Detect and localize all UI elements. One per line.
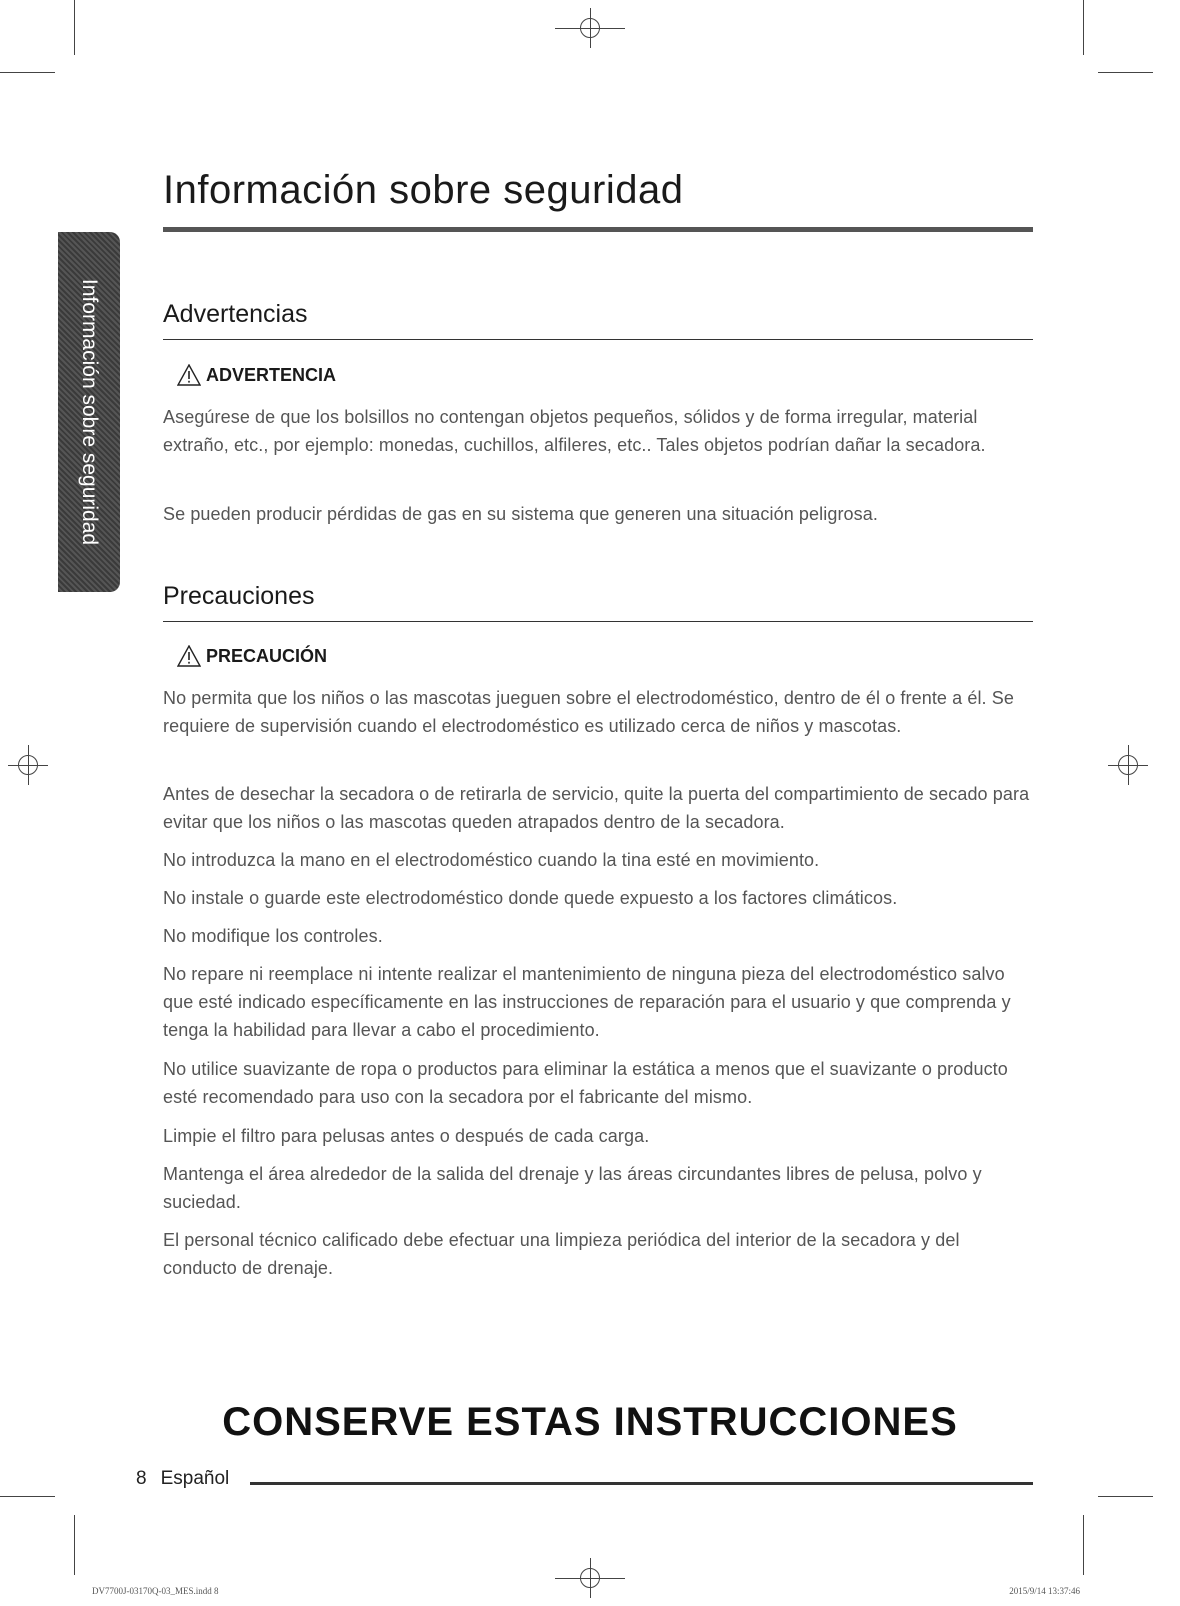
paragraph: No utilice suavizante de ropa o productos para eliminar la estática a menos que el suavizante o producto esté recomendado para uso con la secadora por el fabricante del mismo. bbox=[163, 1059, 1008, 1107]
paragraph: No repare ni reemplace ni intente realizar el mantenimiento de ninguna pieza del electrodoméstico salvo que esté indicado específicamente en las instrucciones de reparación para el usuario y que comprenda y tenga la habilidad para llevar a cabo el procedimiento. bbox=[163, 964, 1011, 1040]
warning-label bbox=[177, 364, 336, 386]
paragraph: No instale o guarde este electrodoméstico donde quede expuesto a los factores climáticos. bbox=[163, 888, 898, 908]
footer-rule bbox=[250, 1482, 1033, 1485]
paragraph: El personal técnico calificado debe efectuar una limpieza periódica del interior de la secadora y del conducto de drenaje. bbox=[163, 1230, 960, 1278]
section-heading-advertencias: Advertencias bbox=[163, 300, 308, 328]
crop-mark bbox=[74, 1515, 75, 1575]
crop-mark bbox=[1083, 0, 1084, 55]
side-tab bbox=[58, 232, 120, 592]
section-rule bbox=[163, 339, 1033, 340]
paragraph: Asegúrese de que los bolsillos no contengan objetos pequeños, sólidos y de forma irregular, material extraño, etc., por ejemplo: monedas, cuchillos, alfileres, etc.. Tales objetos podrían dañar la secadora. bbox=[163, 407, 986, 455]
caution-label bbox=[177, 645, 327, 667]
registration-mark-bottom bbox=[555, 1558, 625, 1598]
paragraph: Se pueden producir pérdidas de gas en su sistema que generen una situación peligrosa. bbox=[163, 504, 878, 524]
side-tab-label: Información sobre seguridad bbox=[78, 278, 101, 546]
caution-label-text: PRECAUCIÓN bbox=[206, 645, 328, 666]
crop-mark bbox=[0, 1496, 55, 1497]
page-footer bbox=[136, 1468, 229, 1490]
paragraph: No introduzca la mano en el electrodoméstico cuando la tina esté en movimiento. bbox=[163, 850, 820, 870]
caution-triangle-icon bbox=[177, 645, 201, 667]
paragraph: No modifique los controles. bbox=[163, 926, 383, 946]
warning-label-text: ADVERTENCIA bbox=[206, 364, 337, 385]
crop-mark bbox=[1098, 1496, 1153, 1497]
crop-mark bbox=[1098, 72, 1153, 73]
crop-mark bbox=[74, 0, 75, 55]
warning-triangle-icon bbox=[177, 364, 201, 386]
footer-language: Español bbox=[160, 1468, 230, 1489]
registration-mark-top bbox=[555, 8, 625, 48]
registration-mark-left bbox=[8, 745, 48, 785]
page-title: Información sobre seguridad bbox=[163, 168, 684, 212]
paragraph: Limpie el filtro para pelusas antes o después de cada carga. bbox=[163, 1126, 650, 1146]
crop-mark bbox=[1083, 1515, 1084, 1575]
print-slug-timestamp: 2015/9/14 13:37:46 bbox=[1009, 1586, 1080, 1596]
print-slug-file: DV7700J-03170Q-03_MES.indd 8 bbox=[92, 1586, 219, 1596]
paragraph: Antes de desechar la secadora o de retirarla de servicio, quite la puerta del compartimiento de secado para evitar que los niños o las mascotas queden atrapados dentro de la secadora. bbox=[163, 784, 1030, 832]
registration-mark-right bbox=[1108, 745, 1148, 785]
conserve-instructions-heading: CONSERVE ESTAS INSTRUCCIONES bbox=[222, 1400, 958, 1444]
section-rule bbox=[163, 621, 1033, 622]
crop-mark bbox=[0, 72, 55, 73]
paragraph: No permita que los niños o las mascotas jueguen sobre el electrodoméstico, dentro de él o frente a él. Se requiere de supervisión cuando el electrodoméstico es utilizado cerca de niños y mascotas. bbox=[163, 688, 1014, 736]
section-heading-precauciones: Precauciones bbox=[163, 582, 315, 610]
page-number: 8 bbox=[136, 1468, 147, 1489]
title-rule bbox=[163, 227, 1033, 232]
paragraph: Mantenga el área alrededor de la salida del drenaje y las áreas circundantes libres de pelusa, polvo y suciedad. bbox=[163, 1164, 982, 1212]
